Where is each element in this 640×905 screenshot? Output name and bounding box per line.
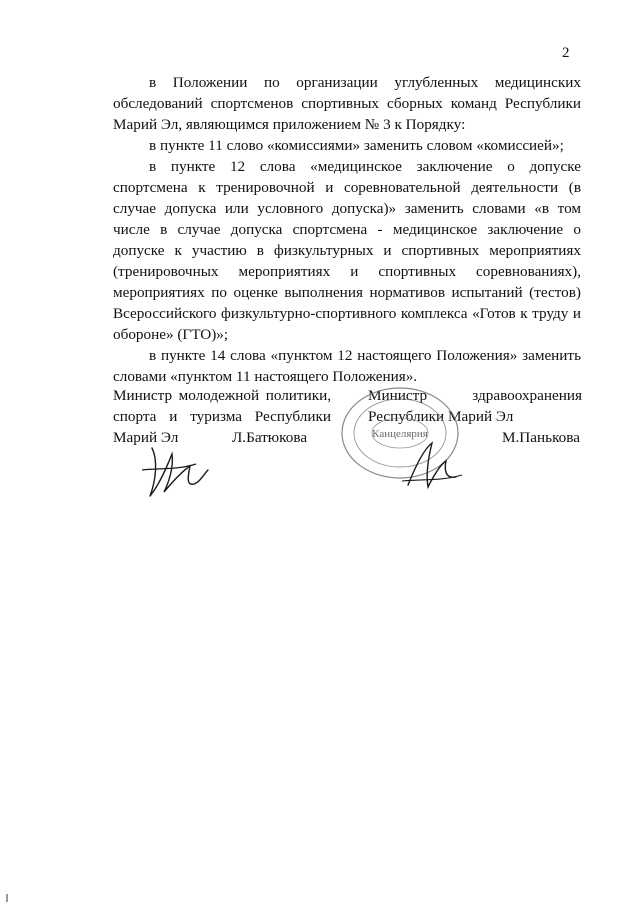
amendment-text — [113, 72, 581, 387]
stamp-inner-text: Канцелярия — [372, 428, 428, 440]
left-signature — [138, 440, 218, 500]
right-title-word-health: здравоохранения — [472, 387, 582, 404]
paragraph-item-12: в пункте 12 слова «медицинское заключение о допуске спортсмена к тренировочной и соревновательной деятельности (в случае допуска или условного допуска)» заменить словами «в том числе в случае допуска спортсмена - медицинское заключение о допуске к участию в физкультурных и спортивных мероприятиях (тренировочных мероприятиях и спортивных соревнованиях), мероприятиях по оценке выполнения нормативов испытаний (тестов) Всероссийского физкультурно-спортивного комплекса «Готов к труду и обороне» (ГТО)»; — [113, 158, 581, 343]
right-title-word-minister: Министр — [368, 387, 428, 404]
right-signatory-name: М.Панькова — [502, 429, 580, 446]
left-signatory-name: Л.Батюкова — [232, 429, 308, 446]
right-signature — [398, 435, 468, 495]
right-signatory-title-line2: Республики Марий Эл — [368, 408, 514, 425]
scan-margin-mark — [6, 894, 8, 902]
paragraph-intro: в Положении по организации углубленных медицинских обследований спортсменов спортивных сборных команд Республики Марий Эл, являющимся приложением № 3 к Порядку: — [113, 74, 581, 133]
paragraph-item-11: в пункте 11 слово «комиссиями» заменить словом «комиссией»; — [149, 137, 564, 154]
page-number: 2 — [562, 45, 570, 61]
paragraph-item-14: в пункте 14 слова «пунктом 12 настоящего Положения» заменить словами «пунктом 11 настоящего Положения». — [113, 347, 581, 385]
left-signatory-title: Министр молодежной политики, спорта и туризма Республики Марий Эл — [113, 387, 331, 446]
